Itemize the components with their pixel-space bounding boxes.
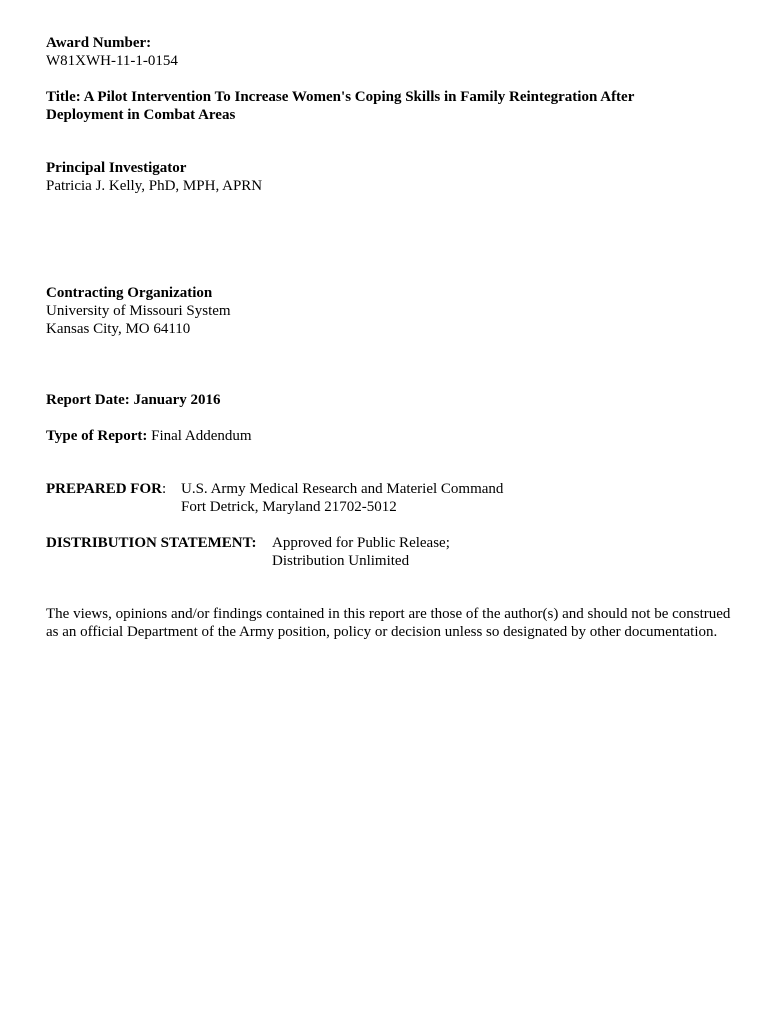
- prepared-for-address: [181, 480, 503, 516]
- award-number-label: Award Number:: [46, 35, 152, 51]
- prepared-for-colon: :: [161, 481, 167, 497]
- principal-investigator-name: Patricia J. Kelly, PhD, MPH, APRN: [46, 178, 263, 194]
- report-type-section: [46, 427, 740, 445]
- principal-investigator-label: Principal Investigator: [46, 160, 187, 176]
- contracting-organization-name: University of Missouri System: [46, 303, 231, 319]
- title-text-line-2: Deployment in Combat Areas: [46, 107, 236, 123]
- disclaimer-line-1: The views, opinions and/or findings contained in this report are those of the author(s) and should not be construed: [46, 606, 731, 622]
- title-text-line-1: A Pilot Intervention To Increase Women's Coping Skills in Family Reintegration After: [83, 89, 635, 105]
- disclaimer-line-2: as an official Department of the Army position, policy or decision unless so designated by other documentation.: [46, 624, 718, 640]
- contracting-organization-section: [46, 284, 740, 338]
- title-label: Title:: [46, 89, 81, 105]
- report-date-label: Report Date:: [46, 392, 130, 408]
- award-number-value: W81XWH-11-1-0154: [46, 53, 178, 69]
- title-line-1: [46, 88, 740, 106]
- contracting-organization-label: Contracting Organization: [46, 285, 213, 301]
- prepared-for-line-2: Fort Detrick, Maryland 21702-5012: [181, 499, 397, 515]
- report-date-value: January 2016: [133, 392, 221, 408]
- award-section: [46, 34, 740, 70]
- report-type-value: Final Addendum: [151, 428, 252, 444]
- contracting-organization-address: Kansas City, MO 64110: [46, 321, 191, 337]
- report-date-section: [46, 391, 740, 409]
- distribution-statement-label: DISTRIBUTION STATEMENT:: [46, 535, 257, 551]
- prepared-for-label: PREPARED FOR: [46, 481, 162, 497]
- disclaimer-paragraph: [46, 605, 746, 641]
- distribution-statement-text: [272, 534, 450, 570]
- distribution-line-1: Approved for Public Release;: [272, 535, 450, 551]
- title-section: [46, 88, 740, 124]
- prepared-for-line-1: U.S. Army Medical Research and Materiel Command: [181, 481, 504, 497]
- report-type-label: Type of Report:: [46, 428, 148, 444]
- prepared-for-label-group: [46, 480, 166, 498]
- distribution-line-2: Distribution Unlimited: [272, 553, 410, 569]
- principal-investigator-section: [46, 159, 740, 195]
